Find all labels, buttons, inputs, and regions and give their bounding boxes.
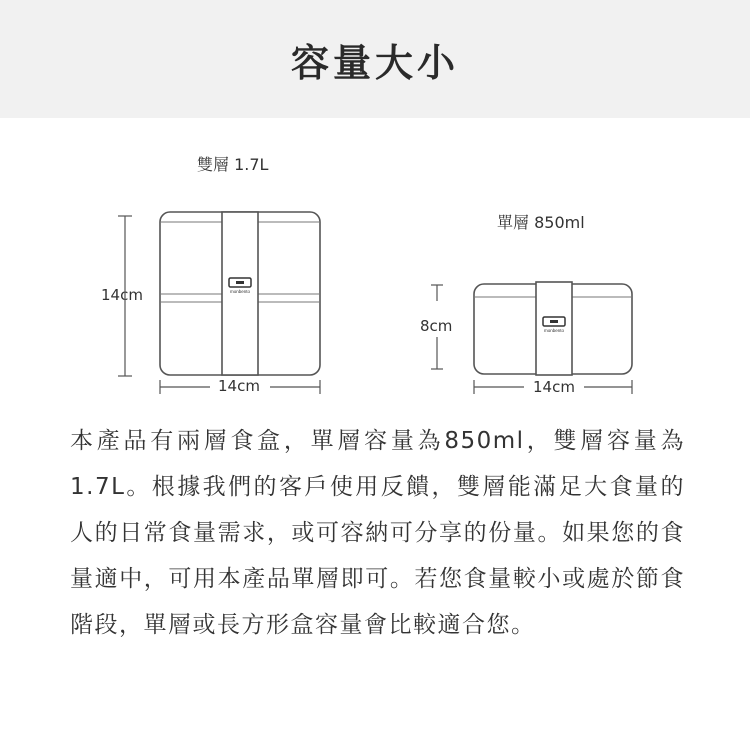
double-height-dimension: [118, 216, 132, 376]
single-brand-text: monbento: [543, 328, 565, 333]
single-width-label: 14cm: [533, 378, 575, 396]
header: [0, 0, 750, 118]
double-brand-text: monbento: [229, 289, 251, 294]
single-width-dimension: [474, 380, 632, 394]
double-height-label: 14cm: [101, 286, 143, 304]
double-width-label: 14cm: [218, 377, 260, 395]
single-height-dimension: [431, 285, 443, 369]
single-height-label: 8cm: [420, 317, 453, 335]
description-text: 本產品有兩層食盒，單層容量為850ml，雙層容量為1.7L。根據我們的客戶使用反饋，雙層能滿足大食量的人的日常食量需求，或可容納可分享的份量。如果您的食量適中，可用本產品單層即可。若您食量較小或處於節食階段，單層或長方形盒容量會比較適合您。: [70, 428, 685, 638]
page-title: 容量大小: [290, 40, 459, 85]
size-diagram: [0, 118, 750, 418]
diagram-graphics: [0, 118, 750, 418]
single-layer-label: 單層 850ml: [497, 213, 585, 232]
double-layer-label: 雙層 1.7L: [197, 155, 269, 174]
double-width-dimension: [160, 380, 320, 394]
